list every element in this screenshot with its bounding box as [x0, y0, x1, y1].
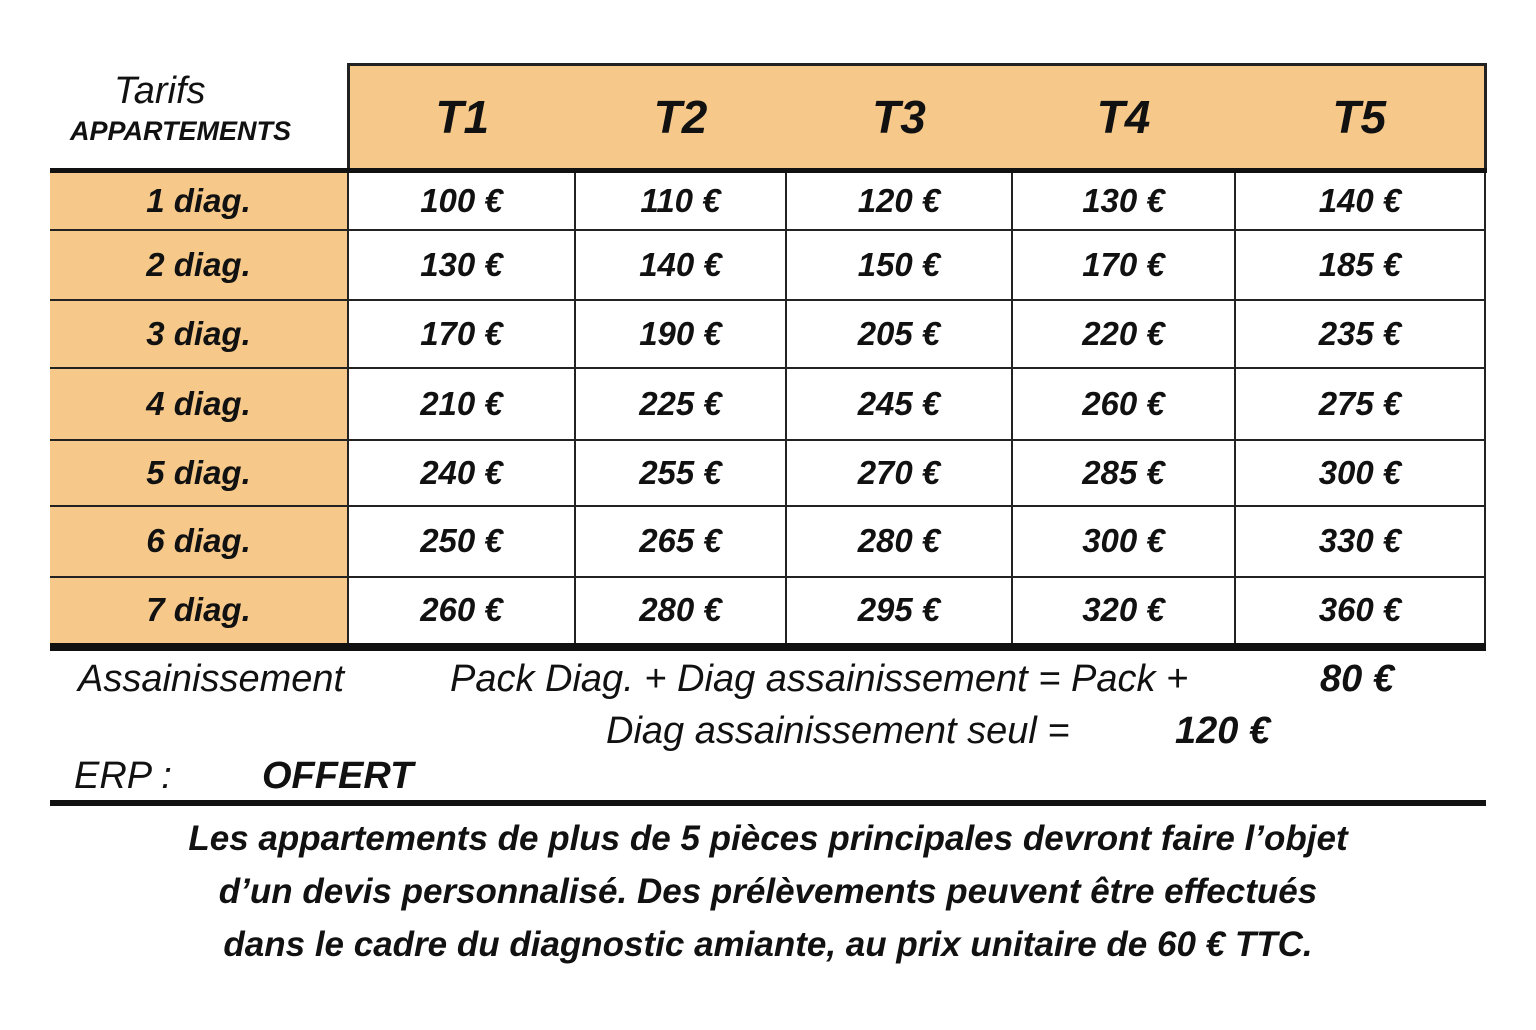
- table-row: [50, 171, 1485, 230]
- price-cell: 320 €: [1012, 577, 1235, 647]
- price-cell: 150 €: [786, 230, 1012, 300]
- price-cell: 280 €: [786, 506, 1012, 577]
- price-cell: 120 €: [786, 171, 1012, 230]
- price-cell: 300 €: [1235, 440, 1485, 506]
- price-cell: 260 €: [1012, 368, 1235, 440]
- column-header-t5: T5: [1235, 65, 1485, 171]
- price-cell: 185 €: [1235, 230, 1485, 300]
- price-cell: 130 €: [1012, 171, 1235, 230]
- price-cell: 210 €: [348, 368, 575, 440]
- footer-line: dans le cadre du diagnostic amiante, au prix unitaire de 60 € TTC.: [223, 925, 1313, 964]
- column-header-t4: T4: [1012, 65, 1235, 171]
- price-cell: 360 €: [1235, 577, 1485, 647]
- row-label: 7 diag.: [50, 577, 348, 647]
- row-label: 1 diag.: [50, 171, 348, 230]
- pack-price: 80 €: [1320, 658, 1394, 700]
- table-row: [50, 300, 1485, 368]
- table-row: [50, 577, 1485, 647]
- table-row: [50, 506, 1485, 577]
- erp-value: OFFERT: [262, 755, 414, 797]
- price-cell: 170 €: [1012, 230, 1235, 300]
- row-label: 3 diag.: [50, 300, 348, 368]
- footer-line: d’un devis personnalisé. Des prélèvements peuvent être effectués: [218, 872, 1318, 911]
- price-cell: 260 €: [348, 577, 575, 647]
- table-row: [50, 440, 1485, 506]
- price-cell: 330 €: [1235, 506, 1485, 577]
- price-cell: 100 €: [348, 171, 575, 230]
- price-cell: 270 €: [786, 440, 1012, 506]
- price-cell: 235 €: [1235, 300, 1485, 368]
- footer-line: Les appartements de plus de 5 pièces principales devront faire l’objet: [188, 819, 1348, 858]
- divider: [50, 800, 1486, 806]
- price-cell: 225 €: [575, 368, 786, 440]
- table-row: [50, 368, 1485, 440]
- price-cell: 250 €: [348, 506, 575, 577]
- price-cell: 220 €: [1012, 300, 1235, 368]
- price-cell: 300 €: [1012, 506, 1235, 577]
- column-header-t1: T1: [348, 65, 575, 171]
- seul-label: Diag assainissement seul =: [606, 710, 1070, 752]
- price-cell: 255 €: [575, 440, 786, 506]
- price-cell: 170 €: [348, 300, 575, 368]
- row-label: 5 diag.: [50, 440, 348, 506]
- price-cell: 240 €: [348, 440, 575, 506]
- price-table: [50, 63, 1487, 651]
- title-appartements: APPARTEMENTS: [70, 116, 292, 146]
- column-header-t2: T2: [575, 65, 786, 171]
- assainissement-label: Assainissement: [78, 658, 345, 700]
- row-label: 2 diag.: [50, 230, 348, 300]
- price-cell: 245 €: [786, 368, 1012, 440]
- price-cell: 205 €: [786, 300, 1012, 368]
- price-cell: 295 €: [786, 577, 1012, 647]
- price-cell: 110 €: [575, 171, 786, 230]
- price-cell: 280 €: [575, 577, 786, 647]
- footer-note: [50, 812, 1486, 971]
- corner-cell: [50, 65, 348, 171]
- price-cell: 275 €: [1235, 368, 1485, 440]
- pack-formula: Pack Diag. + Diag assainissement = Pack +: [450, 658, 1189, 700]
- header-row: [50, 65, 1485, 171]
- title-tarifs: Tarifs: [114, 70, 206, 112]
- table-row: [50, 230, 1485, 300]
- price-cell: 190 €: [575, 300, 786, 368]
- row-label: 4 diag.: [50, 368, 348, 440]
- price-cell: 140 €: [1235, 171, 1485, 230]
- row-label: 6 diag.: [50, 506, 348, 577]
- column-header-t3: T3: [786, 65, 1012, 171]
- price-cell: 130 €: [348, 230, 575, 300]
- erp-label: ERP :: [74, 755, 172, 797]
- price-cell: 140 €: [575, 230, 786, 300]
- price-cell: 285 €: [1012, 440, 1235, 506]
- price-cell: 265 €: [575, 506, 786, 577]
- seul-price: 120 €: [1175, 710, 1271, 752]
